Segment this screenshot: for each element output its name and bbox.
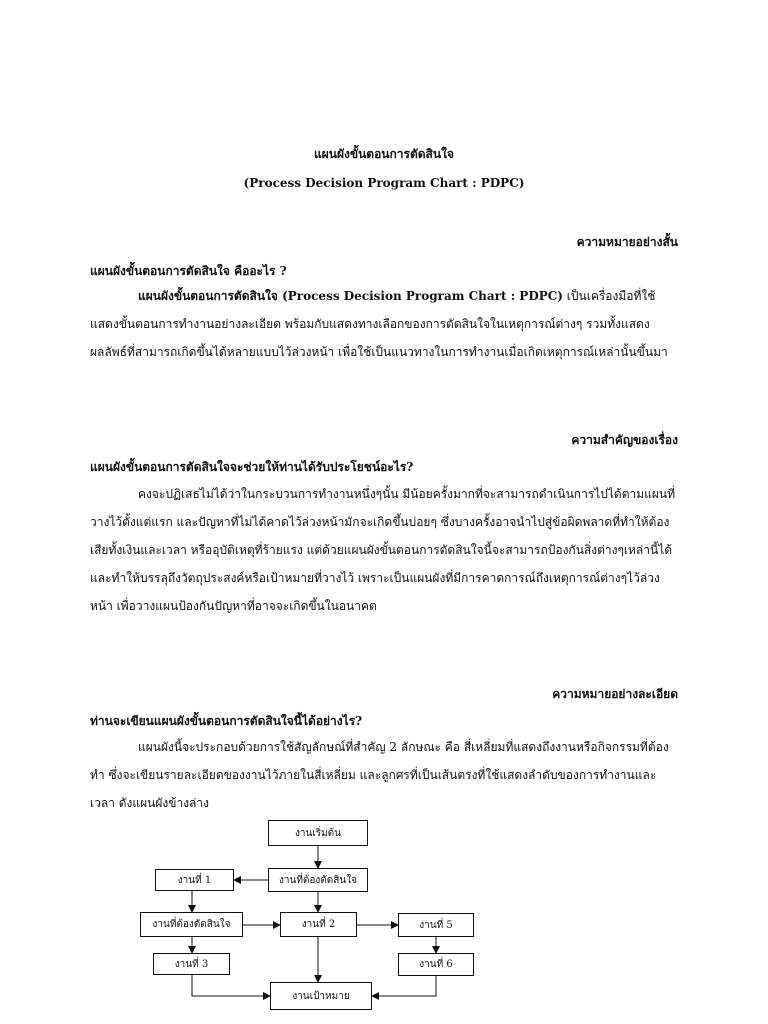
section1-paragraph-bold: แผนผังขั้นตอนการตัดสินใจ (Process Decision Program Chart : PDPC) [138, 289, 563, 303]
box-task1: งานที่ 1 [155, 869, 234, 891]
box-task5: งานที่ 5 [398, 913, 474, 937]
section3-paragraph: แผนผังนี้จะประกอบด้วยการใช้สัญลักษณ์ที่สำคัญ 2 ลักษณะ คือ สี่เหลี่ยมที่แสดงถึงงานหรือกิจกรรมที่ต้องทำ ซึ่งจะเขียนรายละเอียดของงานไว้ภายในสี่เหลี่ยม และลูกศรที่เป็นเส้นตรงที่ใช้แสดงลำดับของการทำงานและเวลา ดังแผนผังข้างล่าง [90, 740, 669, 810]
section2-heading: ความสำคัญของเรื่อง [571, 433, 678, 447]
section1-paragraph [90, 282, 680, 366]
box-start: งานเริ่มต้น [268, 820, 368, 846]
section3-heading: ความหมายอย่างละเอียด [552, 687, 678, 701]
box-decision1: งานที่ต้องตัดสินใจ [268, 868, 368, 892]
page-subtitle: (Process Decision Program Chart : PDPC) [243, 176, 525, 190]
arrow-task6-to-goal [372, 976, 436, 996]
box-task3: งานที่ 3 [153, 953, 230, 975]
box-task2: งานที่ 2 [280, 912, 357, 937]
section2-paragraph: คงจะปฏิเสธไม่ได้ว่าในกระบวนการทำงานหนึ่งๆนั้น มีน้อยครั้งมากที่จะสามารถดำเนินการไปได้ตามแผนที่วางไว้ตั้งแต่แรก และปัญหาที่ไม่ได้คาดไว้ล่วงหน้ามักจะเกิดขึ้นบ่อยๆ ซึ่งบางครั้งอาจนำไปสู่ข้อผิดพลาดที่ทำให้ต้องเสียทั้งเงินและเวลา หรืออุบัติเหตุที่ร้ายแรง แต่ด้วยแผนผังขั้นตอนการตัดสินใจนี้จะสามารถป้องกันสิ่งต่างๆเหล่านี้ได้ และทำให้บรรลุถึงวัตถุประสงค์หรือเป้าหมายที่วางไว้ เพราะเป็นแผนผังที่มีการคาดการณ์ถึงเหตุการณ์ต่างๆไว้ล่วงหน้า เพื่อวางแผนป้องกันปัญหาที่อาจจะเกิดขึ้นในอนาคต [90, 487, 676, 613]
page-title: แผนผังขั้นตอนการตัดสินใจ [314, 147, 454, 161]
section1-heading: ความหมายอย่างสั้น [576, 235, 678, 249]
section1-question: แผนผังขั้นตอนการตัดสินใจ คืออะไร ? [90, 264, 287, 278]
section1-paragraph-text: เป็นเครื่องมือที่ใช้แสดงขั้นตอนการทำงานอย่างละเอียด พร้อมกับแสดงทางเลือกของการตัดสินใจในเหตุการณ์ต่างๆ รวมทั้งแสดงผลลัพธ์ที่สามารถเกิดขึ้นได้หลายแบบไว้ล่วงหน้า เพื่อใช้เป็นแนวทางในการทำงานเมื่อเกิดเหตุการณ์เหล่านั้นขึ้นมา [90, 289, 668, 359]
box-decision2: งานที่ต้องตัดสินใจ [140, 912, 243, 937]
arrow-task3-to-goal [192, 975, 270, 996]
section3-question: ท่านจะเขียนแผนผังขั้นตอนการตัดสินใจนี้ได้อย่างไร? [90, 714, 363, 728]
section2-question: แผนผังขั้นตอนการตัดสินใจจะช่วยให้ท่านได้รับประโยชน์อะไร? [90, 460, 414, 474]
box-task6: งานที่ 6 [398, 953, 474, 976]
box-goal: งานเป้าหมาย [270, 982, 372, 1010]
